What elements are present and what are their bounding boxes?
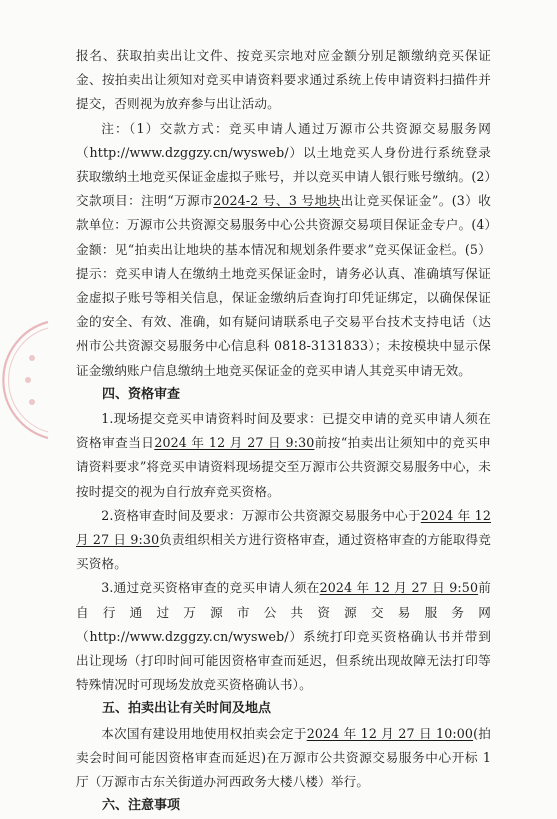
item-1-text-a: 1.现场提交竞买申请资料时间及要求：已提交申请的竞买申请人须在资格审查当日 [76, 411, 491, 451]
auction-time: 2024 年 12 月 27 日 10:00 [306, 725, 474, 741]
section-5-paragraph [76, 722, 491, 795]
item-2-time: 2024 年 12 月 27 日 9:30 [76, 507, 491, 548]
section-4-heading: 四、资格审查 [102, 386, 181, 402]
item-3-text-b: 前自行通过万源市公共资源交易服务网（http://www.dzggzy.cn/wysweb/）系统打印竞买资格确认书并带到出让现场（打印时间可能因资格审查而延迟，但系统出现故障无法打印等特殊情况时可现场发放竞买资格确认书）。 [76, 580, 491, 693]
section-6-heading: 六、注意事项 [102, 798, 181, 814]
auction-text-a: 本次国有建设用地使用权拍卖会定于 [101, 725, 307, 741]
item-2-text-b: 负责组织相关方进行资格审查，通过资格审查的方能取得竞买资格。 [76, 532, 491, 572]
intro-paragraph: 报名、获取拍卖出让文件、按竞买宗地对应金额分别足额缴纳竞买保证金、按拍卖出让须知对竞买申请资料要求通过系统上传申请资料扫描件并提交，否则视为放弃参与出让活动。 [76, 48, 491, 112]
item-1-text-b: 前按“拍卖出让须知中的竞买申请资料要求”将竞买申请资料现场提交至万源市公共资源交易服务中心，未按时提交的视为自行放弃竞买资格。 [76, 435, 491, 499]
red-seal-stamp [2, 318, 50, 442]
section-4-item-2 [76, 504, 491, 577]
auction-text-b: (拍卖会时间可能因资格审查而延迟)在万源市公共资源交易服务中心开标 1 厅（万源市古东关街道办河西政务大楼八楼）举行。 [76, 725, 492, 790]
section-5-heading: 五、拍卖出让有关时间及地点 [102, 701, 272, 717]
section-4-item-1 [76, 407, 491, 504]
section-4-item-3 [76, 576, 491, 697]
item-3-text-a: 3.通过竞买资格审查的竞买申请人须在 [101, 580, 320, 596]
item-3-deadline: 2024 年 12 月 27 日 9:50 [319, 580, 479, 596]
payment-note-paragraph [76, 117, 491, 383]
note-text-2: 出让竞买保证金”。(3）收款单位：万源市公共资源交易服务中心公共资源交易项目保证金专户。(4）金额：见“拍卖出让地块的基本情况和规划条件要求”竞买保证金栏。(5）提示：竞买申请人在缴纳土地竞买保证金时，请务必认真、准确填写保证金虚拟子账号等相关信息，保证金缴纳后查询打印凭证绑定，以确保保证金的安全、有效、准确，如有疑问请联系电子交易平台技术支持电话（达州市公共资源交易服务中心信息科 0818-3131833）；未按模块中显示保证金缴纳账户信息缴纳土地竞买保证金的竞买申请人其竞买申请无效。 [76, 193, 492, 378]
note-text-1: 注：（1）交款方式：竞买申请人通过万源市公共资源交易服务网（http://www.dzggzy.cn/wysweb/）以土地竞买人身份进行系统登录获取缴纳土地竞买保证金虚拟子账号，并以竞买申请人银行账号缴纳。(2）交款项目：注明“万源市 [76, 120, 491, 209]
note-plot-numbers: 2024-2 号、3 号地块 [213, 193, 341, 209]
item-1-deadline: 2024 年 12 月 27 日 9:30 [154, 435, 315, 451]
item-2-text-a: 2.资格审查时间及要求：万源市公共资源交易服务中心于 [101, 507, 421, 523]
